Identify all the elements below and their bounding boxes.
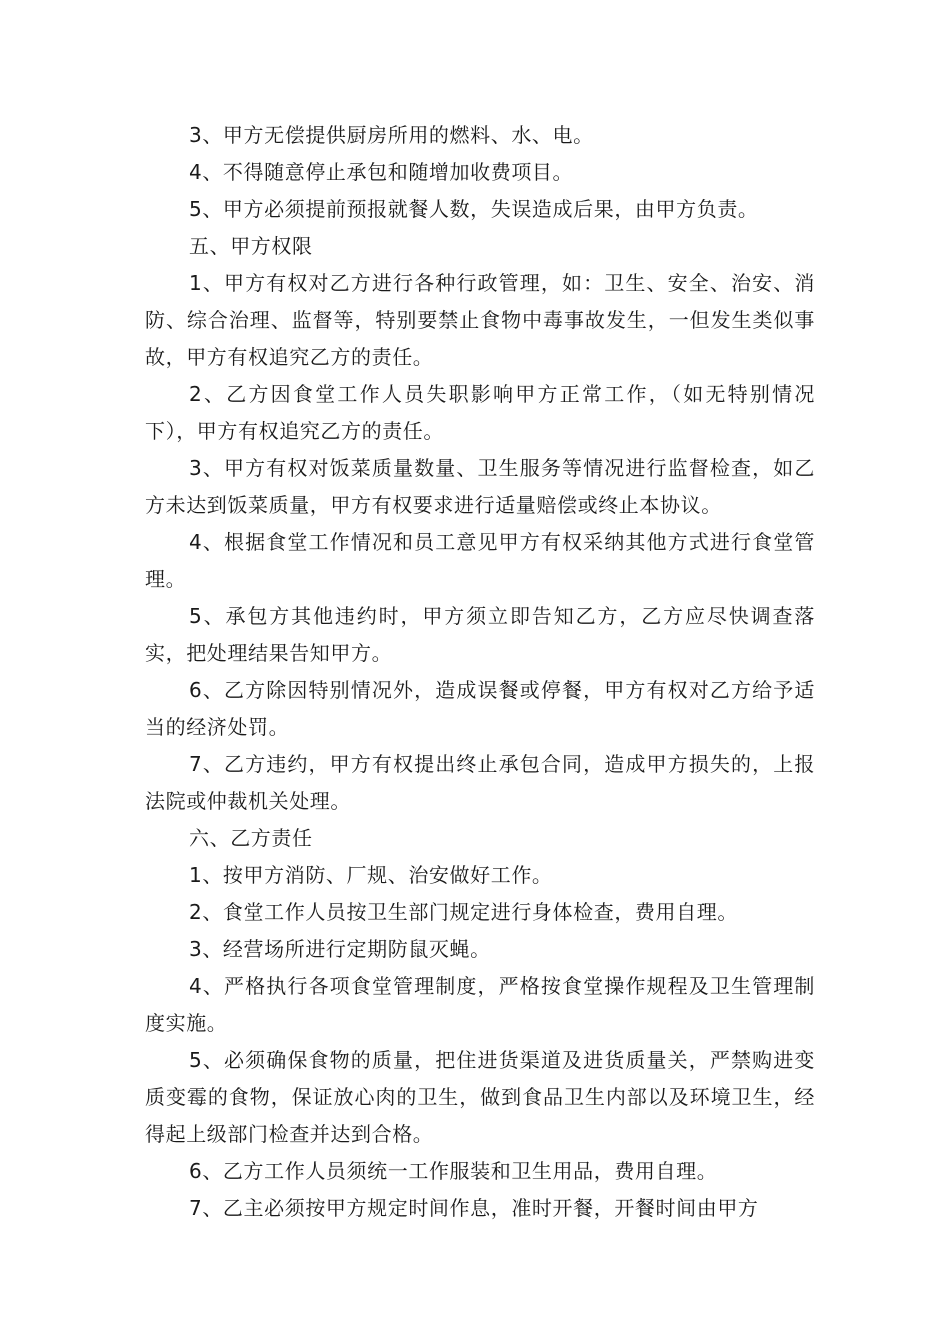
paragraph-3: 5、甲方必须提前预报就餐人数，失误造成后果，由甲方负责。 — [189, 197, 759, 221]
paragraph-13: 1、按甲方消防、厂规、治安做好工作。 — [189, 863, 553, 887]
paragraph-6: 2、乙方因食堂工作人员失职影响甲方正常工作，（如无特别情况下），甲方有权追究乙方的责任。 — [145, 382, 815, 443]
paragraph-8: 4、根据食堂工作情况和员工意见甲方有权采纳其他方式进行食堂管理。 — [145, 530, 815, 591]
paragraph-7: 3、甲方有权对饭菜质量数量、卫生服务等情况进行监督检查，如乙方未达到饭菜质量，甲方有权要求进行适量赔偿或终止本协议。 — [145, 456, 815, 517]
section-heading-5: 五、甲方权限 — [189, 234, 313, 258]
paragraph-9: 5、承包方其他违约时，甲方须立即告知乙方，乙方应尽快调查落实，把处理结果告知甲方。 — [145, 604, 815, 665]
document-body — [145, 117, 815, 1227]
paragraph-11: 7、乙方违约，甲方有权提出终止承包合同，造成甲方损失的，上报法院或仲裁机关处理。 — [145, 752, 815, 813]
paragraph-1: 3、甲方无偿提供厨房所用的燃料、水、电。 — [189, 123, 594, 147]
paragraph-17: 5、必须确保食物的质量，把住进货渠道及进货质量关，严禁购进变质变霉的食物，保证放心肉的卫生，做到食品卫生内部以及环境卫生，经得起上级部门检查并达到合格。 — [145, 1048, 815, 1146]
paragraph-10: 6、乙方除因特别情况外，造成误餐或停餐，甲方有权对乙方给予适当的经济处罚。 — [145, 678, 815, 739]
paragraph-14: 2、食堂工作人员按卫生部门规定进行身体检查，费用自理。 — [189, 900, 738, 924]
paragraph-2: 4、不得随意停止承包和随增加收费项目。 — [189, 160, 574, 184]
paragraph-5: 1、甲方有权对乙方进行各种行政管理，如：卫生、安全、治安、消防、综合治理、监督等，特别要禁止食物中毒事故发生，一但发生类似事故，甲方有权追究乙方的责任。 — [145, 271, 815, 369]
paragraph-19: 7、乙主必须按甲方规定时间作息，准时开餐，开餐时间由甲方 — [189, 1196, 759, 1220]
paragraph-15: 3、经营场所进行定期防鼠灭蝇。 — [189, 937, 491, 961]
paragraph-18: 6、乙方工作人员须统一工作服装和卫生用品，费用自理。 — [189, 1159, 718, 1183]
paragraph-16: 4、严格执行各项食堂管理制度，严格按食堂操作规程及卫生管理制度实施。 — [145, 974, 815, 1035]
section-heading-6: 六、乙方责任 — [189, 826, 313, 850]
